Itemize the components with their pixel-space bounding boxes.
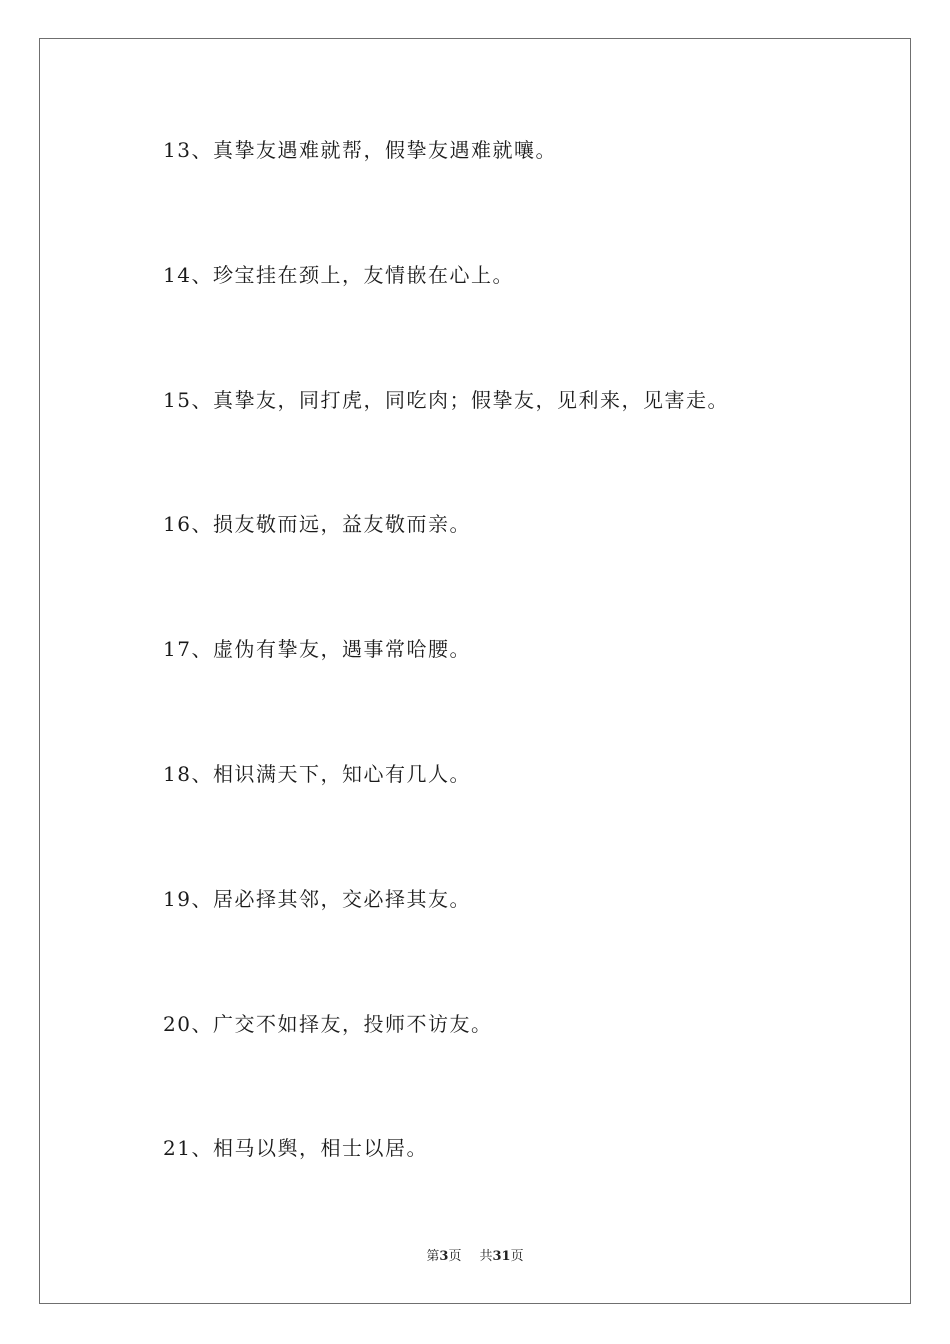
- proverb-line: 15、真挚友，同打虎，同吃肉；假挚友，见利来，见害走。: [163, 387, 729, 412]
- proverb-list: [163, 132, 729, 1255]
- proverb-line: 18、相识满天下，知心有几人。: [163, 761, 471, 786]
- footer-page-suffix: 页: [448, 1249, 462, 1264]
- proverb-line: 17、虚伪有挚友，遇事常哈腰。: [163, 637, 471, 662]
- proverb-line: 14、珍宝挂在颈上，友情嵌在心上。: [163, 262, 514, 287]
- proverb-line: 16、损友敬而远，益友敬而亲。: [163, 512, 471, 537]
- proverb-line: 13、真挚友遇难就帮，假挚友遇难就嚷。: [163, 138, 557, 162]
- proverb-line: 19、居必择其邻，交必择其友。: [163, 886, 471, 911]
- page-footer: [0, 1247, 950, 1267]
- proverb-line: 20、广交不如择友，投师不访友。: [163, 1011, 493, 1036]
- proverb-line: 21、相马以舆，相士以居。: [163, 1136, 428, 1161]
- footer-total-prefix: 共: [479, 1249, 493, 1264]
- total-pages-number: 31: [492, 1249, 511, 1264]
- footer-total-suffix: 页: [510, 1249, 524, 1264]
- footer-prefix: 第: [426, 1249, 440, 1264]
- current-page-number: 3: [439, 1249, 449, 1264]
